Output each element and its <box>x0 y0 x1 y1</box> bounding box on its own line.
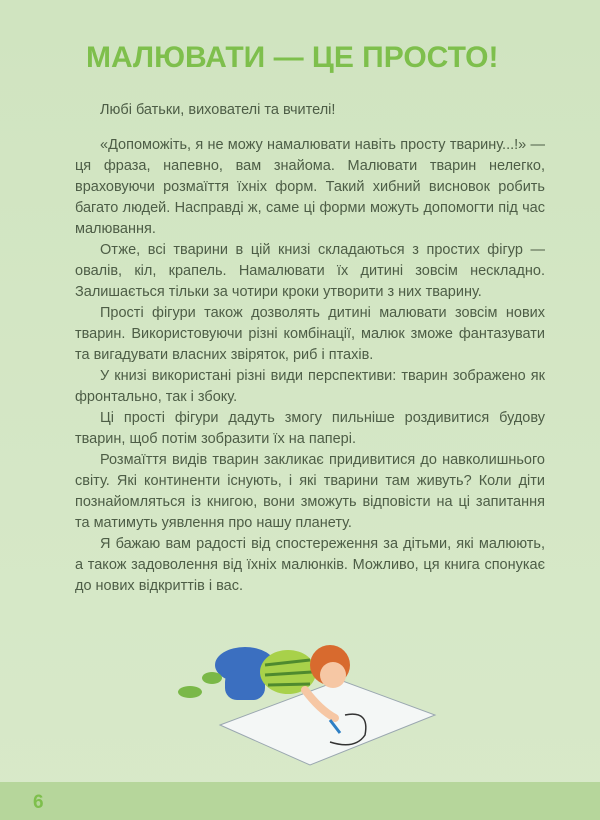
paragraph: Отже, всі тварини в цій книзі складаються з простих фігур — овалів, кіл, крапель. Намалювати їх дитині зовсім нескладно. Залишається тільки за чотири кроки утворити з них тварину. <box>75 242 545 300</box>
child-sock <box>178 686 202 698</box>
paragraph: Ці прості фігури дадуть змогу пильніше роздивитися будову тварин, щоб потім зобразити їх на папері. <box>75 410 545 447</box>
page-number: 6 <box>33 792 44 813</box>
child-sock <box>202 672 222 684</box>
page-title: МАЛЮВАТИ — ЦЕ ПРОСТО! <box>86 41 499 74</box>
child-drawing-illustration <box>170 620 440 770</box>
child-pants <box>225 670 265 700</box>
paragraph: «Допоможіть, я не можу намалювати навіть просту тварину...!» — ця фраза, напевно, вам знайома. Малювати тварин нелегко, враховуючи розмаїття їхніх форм. Такий хибний висновок робить багато людей. Насправді ж, саме ці форми можуть допомогти під час малювання. <box>75 137 545 237</box>
greeting: Любі батьки, вихователі та вчителі! <box>100 102 336 118</box>
child-face <box>320 662 346 688</box>
paragraph: Я бажаю вам радості від спостереження за дітьми, які малюють, а також задоволення від їхніх малюнків. Можливо, ця книга спонукає до нових відкриттів і вас. <box>75 536 545 594</box>
paragraph: Розмаїття видів тварин закликає придивитися до навколишнього світу. Які континенти існують, і які тварини там живуть? Коли діти познайомляться із книгою, вони зможуть відповісти на ці запитання та матимуть уявлення про нашу планету. <box>75 452 545 531</box>
footer-strip <box>0 782 600 820</box>
body-text <box>75 100 545 597</box>
paragraph: Прості фігури також дозволять дитині малювати зовсім нових тварин. Використовуючи різні комбінації, малюк зможе фантазувати та вигадувати власних звіряток, риб і птахів. <box>75 305 545 363</box>
paragraph: У книзі використані різні види перспективи: тварин зображено як фронтально, так і збоку. <box>75 368 545 405</box>
